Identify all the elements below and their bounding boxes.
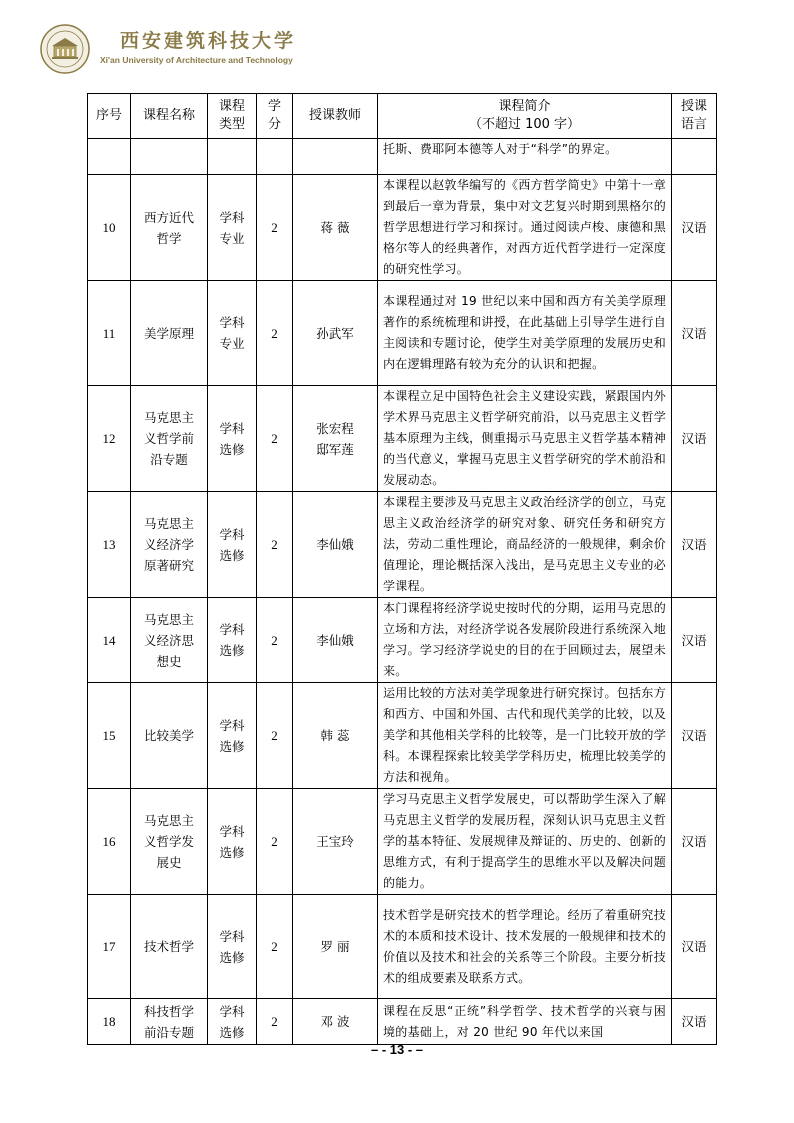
cell-lang xyxy=(672,139,717,175)
cell-no-text: 12 xyxy=(102,431,116,446)
cell-teacher xyxy=(293,139,378,175)
cell-name-text: 马克思主义经济思想史 xyxy=(143,611,194,669)
cell-name xyxy=(131,789,208,895)
cell-teacher xyxy=(293,175,378,281)
cell-teacher xyxy=(293,281,378,386)
cell-lang xyxy=(672,895,717,999)
cell-no xyxy=(88,598,131,683)
cell-lang xyxy=(672,789,717,895)
cell-name xyxy=(131,175,208,281)
header-language xyxy=(672,94,717,139)
cell-teacher xyxy=(293,683,378,789)
cell-lang xyxy=(672,281,717,386)
cell-no-text: 18 xyxy=(102,1014,116,1029)
cell-intro-text: 本课程以赵敦华编写的《西方哲学简史》中第十一章到最后一章为背景，集中对文艺复兴时期到黑格尔的哲学思想进行学习和探讨。通过阅读卢梭、康德和黑格尔等人的经典著作，对西方近代哲学进行一定深度的研究性学习。 xyxy=(383,178,666,276)
cell-lang-text: 汉语 xyxy=(681,632,707,648)
cell-no xyxy=(88,175,131,281)
header-course-name: 课程名称 xyxy=(131,94,208,139)
page-header xyxy=(40,22,340,82)
cell-name-text: 科技哲学前沿专题 xyxy=(143,1003,194,1040)
cell-intro-text: 本课程主要涉及马克思主义政治经济学的创立，马克思主义政治经济学的研究对象、研究任务和研究方法，劳动二重性理论，商品经济的一般规律，剩余价值理论，理论概括深入浅出，是马克思主义专业的必学课程。 xyxy=(383,495,666,593)
university-logo-icon xyxy=(40,24,90,74)
cell-no-text: 14 xyxy=(102,632,116,648)
cell-lang-text: 汉语 xyxy=(681,431,707,446)
cell-intro xyxy=(378,999,672,1045)
cell-credit xyxy=(257,175,293,281)
cell-teacher xyxy=(293,598,378,683)
cell-no xyxy=(88,386,131,492)
cell-teacher-text: 罗 丽 xyxy=(320,939,350,954)
cell-credit-text: 2 xyxy=(271,325,278,341)
cell-name xyxy=(131,598,208,683)
header-course-type xyxy=(208,94,257,139)
cell-type-text: 学科选修 xyxy=(219,526,245,563)
cell-intro-text: 运用比较的方法对美学现象进行研究探讨。包括东方和西方、中国和外国、古代和现代美学的比较，以及美学和其他相关学科的比较等，是一门比较开放的学科。本课程探索比较美学学科历史，梳理比较美学的方法和视角。 xyxy=(383,686,666,784)
cell-credit xyxy=(257,999,293,1045)
cell-teacher xyxy=(293,895,378,999)
cell-teacher-text: 韩 蕊 xyxy=(320,728,350,743)
cell-teacher xyxy=(293,386,378,492)
cell-type xyxy=(208,139,257,175)
cell-no xyxy=(88,281,131,386)
cell-lang xyxy=(672,999,717,1045)
cell-type xyxy=(208,386,257,492)
cell-type xyxy=(208,492,257,598)
cell-credit xyxy=(257,895,293,999)
course-table xyxy=(87,93,717,1045)
cell-credit-text: 2 xyxy=(271,728,278,743)
table-row xyxy=(88,683,717,789)
cell-name xyxy=(131,895,208,999)
cell-name xyxy=(131,999,208,1045)
cell-credit xyxy=(257,492,293,598)
cell-intro-text: 技术哲学是研究技术的哲学理论。经历了着重研究技术的本质和技术设计、技术发展的一般规律和技术的价值以及技术和社会的关系等三个阶段。主要分析技术的组成要素及联系方式。 xyxy=(383,907,666,985)
cell-name xyxy=(131,492,208,598)
cell-credit-text: 2 xyxy=(271,220,278,235)
cell-credit-text: 2 xyxy=(271,939,278,954)
cell-intro xyxy=(378,598,672,683)
cell-intro-text: 学习马克思主义哲学发展史，可以帮助学生深入了解马克思主义哲学的发展历程，深刻认识马克思主义哲学的基本特征、发展规律及辩证的、历史的、创新的思维方式，有利于提高学生的思维水平以及解决问题的能力。 xyxy=(383,792,666,890)
cell-lang-text: 汉语 xyxy=(681,834,707,849)
header-no: 序号 xyxy=(88,94,131,139)
cell-credit xyxy=(257,386,293,492)
cell-name xyxy=(131,386,208,492)
cell-credit-text: 2 xyxy=(271,632,278,648)
cell-lang-text: 汉语 xyxy=(681,939,707,954)
cell-name-text: 马克思主义经济学原著研究 xyxy=(143,516,194,573)
cell-intro xyxy=(378,139,672,175)
cell-credit-text: 2 xyxy=(271,834,278,849)
cell-type xyxy=(208,999,257,1045)
cell-type-text: 学科选修 xyxy=(219,420,245,457)
cell-credit-text: 2 xyxy=(271,537,278,552)
cell-intro xyxy=(378,492,672,598)
cell-type-text: 学科专业 xyxy=(219,315,245,351)
table-row xyxy=(88,999,717,1045)
cell-teacher-text: 李仙娥 xyxy=(316,632,354,648)
cell-name-text: 西方近代哲学 xyxy=(143,209,194,246)
cell-intro xyxy=(378,175,672,281)
cell-intro xyxy=(378,281,672,386)
header-credit-label: 学分 xyxy=(267,99,281,132)
cell-type xyxy=(208,789,257,895)
cell-credit-text: 2 xyxy=(271,1014,278,1029)
table-row xyxy=(88,492,717,598)
cell-credit xyxy=(257,598,293,683)
cell-intro xyxy=(378,789,672,895)
header-language-label: 授课语言 xyxy=(680,99,707,132)
cell-credit xyxy=(257,281,293,386)
cell-teacher-text: 孙武军 xyxy=(316,325,354,341)
cell-name-text: 马克思主义哲学发展史 xyxy=(143,813,194,870)
cell-lang xyxy=(672,492,717,598)
cell-name xyxy=(131,281,208,386)
cell-no-text: 16 xyxy=(102,834,116,849)
cell-lang xyxy=(672,175,717,281)
cell-lang-text: 汉语 xyxy=(681,220,707,235)
cell-intro-text: 课程在反思“正统”科学哲学、技术哲学的兴衰与困境的基础上，对 20 世纪 90 年代以来国 xyxy=(383,1003,666,1039)
cell-intro-text: 本门课程将经济学说史按时代的分期，运用马克思的立场和方法，对经济学说各发展阶段进行系统深入地学习。学习经济学说史的目的在于回顾过去，展望未来。 xyxy=(383,601,666,678)
cell-teacher-text: 张宏程 邸军莲 xyxy=(316,420,354,457)
cell-no xyxy=(88,683,131,789)
cell-name-text: 马克思主义哲学前沿专题 xyxy=(143,410,194,467)
cell-name xyxy=(131,683,208,789)
cell-credit xyxy=(257,139,293,175)
table-header-row xyxy=(88,94,717,139)
cell-no-text: 15 xyxy=(102,728,116,743)
cell-no xyxy=(88,895,131,999)
header-intro-label: 课程简介 xyxy=(498,99,551,114)
cell-type xyxy=(208,175,257,281)
cell-teacher-text: 李仙娥 xyxy=(316,537,354,552)
cell-type-text: 学科选修 xyxy=(219,1003,245,1040)
cell-lang-text: 汉语 xyxy=(681,325,707,341)
header-course-type-label: 课程类型 xyxy=(218,99,245,132)
cell-no-text: 11 xyxy=(102,325,116,341)
university-name-cn: 西安建筑科技大学 xyxy=(120,30,297,52)
header-intro-note: （不超过 100 字） xyxy=(468,117,581,132)
cell-credit-text: 2 xyxy=(271,431,278,446)
cell-name-text: 比较美学 xyxy=(143,728,194,743)
table-row xyxy=(88,789,717,895)
header-credit xyxy=(257,94,293,139)
cell-no-text: 17 xyxy=(102,939,116,954)
cell-no xyxy=(88,139,131,175)
cell-teacher-text: 邓 波 xyxy=(320,1014,350,1029)
cell-lang xyxy=(672,598,717,683)
cell-intro-text: 本课程立足中国特色社会主义建设实践，紧跟国内外学术界马克思主义哲学研究前沿，以马克思主义哲学基本原理为主线，侧重揭示马克思主义哲学基本精神的当代意义，掌握马克思主义哲学研究的学术前沿和发展动态。 xyxy=(383,389,666,487)
header-teacher: 授课教师 xyxy=(293,94,378,139)
cell-no-text: 10 xyxy=(102,220,116,235)
header-intro xyxy=(378,94,672,139)
cell-type-text: 学科选修 xyxy=(219,823,245,860)
cell-name-text: 技术哲学 xyxy=(143,939,194,954)
cell-type xyxy=(208,895,257,999)
cell-no-text: 13 xyxy=(102,537,116,552)
cell-lang xyxy=(672,386,717,492)
cell-type-text: 学科选修 xyxy=(219,717,245,754)
cell-type-text: 学科专业 xyxy=(219,209,245,246)
cell-intro-text: 托斯、费耶阿本德等人对于“科学”的界定。 xyxy=(383,142,618,156)
cell-no xyxy=(88,999,131,1045)
cell-intro xyxy=(378,386,672,492)
table-row xyxy=(88,139,717,175)
cell-intro xyxy=(378,683,672,789)
table-row xyxy=(88,895,717,999)
table-row xyxy=(88,598,717,683)
cell-type xyxy=(208,281,257,386)
cell-no xyxy=(88,492,131,598)
cell-type xyxy=(208,683,257,789)
cell-intro xyxy=(378,895,672,999)
table-row xyxy=(88,386,717,492)
university-name-en: Xi'an University of Architecture and Technology xyxy=(100,55,293,65)
cell-lang-text: 汉语 xyxy=(681,728,707,743)
cell-lang-text: 汉语 xyxy=(681,537,707,552)
cell-teacher xyxy=(293,789,378,895)
table-row xyxy=(88,281,717,386)
cell-type xyxy=(208,598,257,683)
table-row xyxy=(88,175,717,281)
cell-type-text: 学科选修 xyxy=(219,622,245,658)
cell-teacher-text: 蒋 薇 xyxy=(320,220,350,235)
cell-credit xyxy=(257,789,293,895)
cell-credit xyxy=(257,683,293,789)
cell-lang xyxy=(672,683,717,789)
cell-lang-text: 汉语 xyxy=(681,1014,707,1029)
cell-teacher xyxy=(293,492,378,598)
cell-name-text: 美学原理 xyxy=(143,325,194,341)
cell-no xyxy=(88,789,131,895)
cell-intro-text: 本课程通过对 19 世纪以来中国和西方有关美学原理著作的系统梳理和讲授，在此基础上引导学生进行自主阅读和专题讨论，使学生对美学原理的发展历史和内在逻辑理路有较为充分的认识和把握。 xyxy=(383,294,666,371)
page-number: – - 13 - – xyxy=(370,1042,424,1057)
cell-type-text: 学科选修 xyxy=(219,928,245,965)
cell-name xyxy=(131,139,208,175)
cell-teacher-text: 王宝玲 xyxy=(316,834,354,849)
cell-teacher xyxy=(293,999,378,1045)
